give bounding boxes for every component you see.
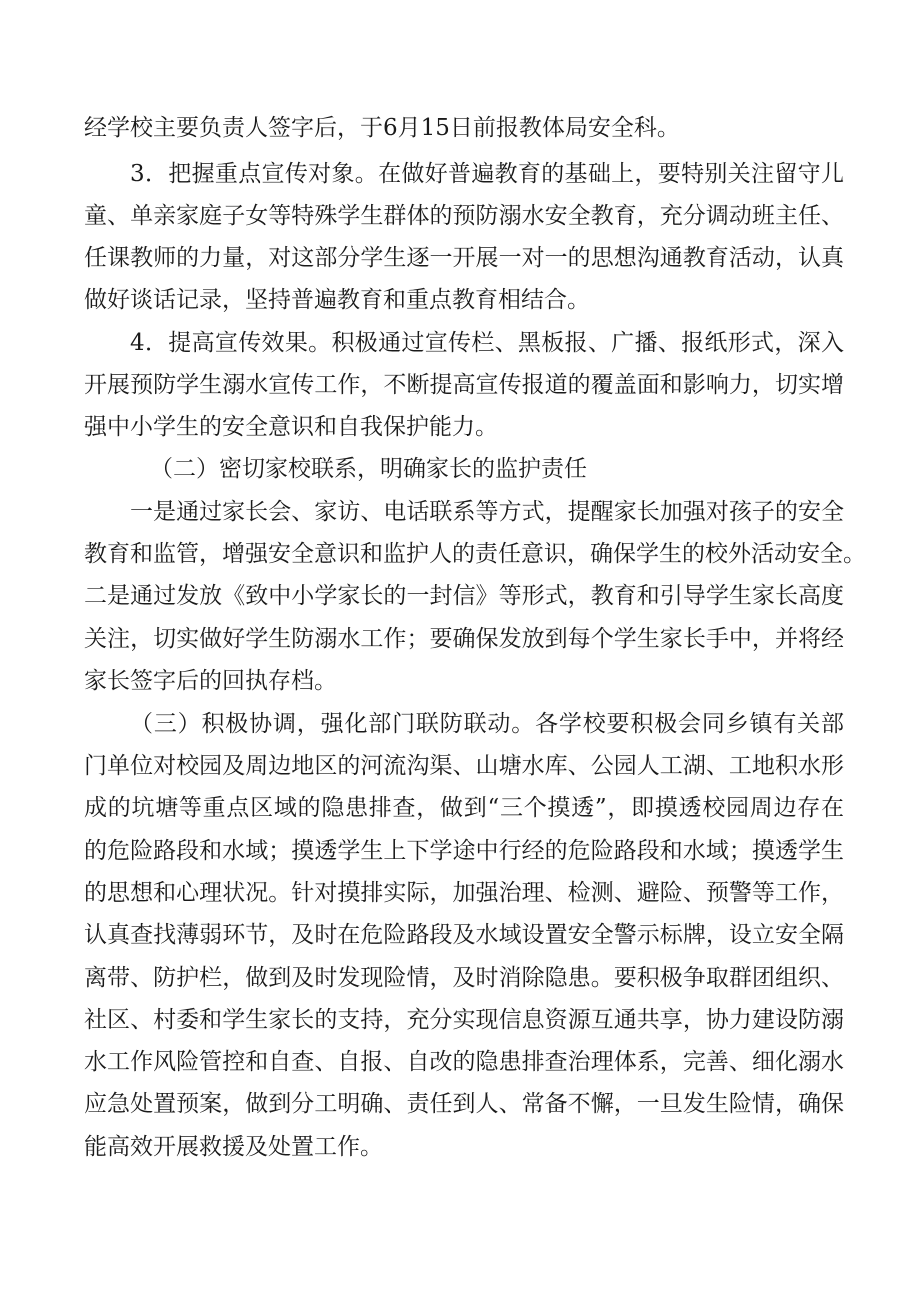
section-heading: （三）积极协调，强化部门联防联动。各学校要积极会同乡镇有关部	[130, 711, 844, 737]
text-line: 任课教师的力量，对这部分学生逐一开展一对一的思想沟通教育活动，认真	[84, 245, 844, 271]
text-line: 经学校主要负责人签字后，于6月15日前报教体局安全科。	[84, 115, 680, 141]
text-line: 的危险路段和水域；摸透学生上下学途中行经的危险路段和水域；摸透学生	[84, 838, 844, 864]
text-line: 4．提高宣传效果。积极通过宣传栏、黑板报、广播、报纸形式，深入	[130, 330, 844, 356]
text-line: 离带、防护栏，做到及时发现险情，及时消除隐患。要积极争取群团组织、	[84, 965, 844, 991]
text-line: 认真查找薄弱环节，及时在危险路段及水域设置安全警示标牌，设立安全隔	[84, 922, 844, 948]
text-line: 3．把握重点宣传对象。在做好普遍教育的基础上，要特别关注留守儿	[130, 161, 844, 187]
text-line: 二是通过发放《致中小学家长的一封信》等形式，教育和引导学生家长高度	[84, 583, 844, 609]
text-line: 家长签字后的回执存档。	[84, 668, 337, 694]
text-line: 应急处置预案，做到分工明确、责任到人、常备不懈，一旦发生险情，确保	[84, 1091, 844, 1117]
text-line: 强中小学生的安全意识和自我保护能力。	[84, 414, 498, 440]
text-line: 门单位对校园及周边地区的河流沟渠、山塘水库、公园人工湖、工地积水形	[84, 753, 844, 779]
text-line: 成的坑塘等重点区域的隐患排查，做到“三个摸透”，即摸透校园周边存在	[84, 795, 844, 821]
text-line: 的思想和心理状况。针对摸排实际，加强治理、检测、避险、预警等工作，	[84, 880, 844, 906]
text-line: 做好谈话记录，坚持普遍教育和重点教育相结合。	[84, 287, 590, 313]
text-line: 一是通过家长会、家访、电话联系等方式，提醒家长加强对孩子的安全	[130, 499, 844, 525]
text-line: 童、单亲家庭子女等特殊学生群体的预防溺水安全教育，充分调动班主任、	[84, 203, 844, 229]
text-line: 能高效开展救援及处置工作。	[84, 1134, 383, 1160]
text-line: 水工作风险管控和自查、自报、自改的隐患排查治理体系，完善、细化溺水	[84, 1049, 844, 1075]
text-line: 开展预防学生溺水宣传工作，不断提高宣传报道的覆盖面和影响力，切实增	[84, 372, 844, 398]
section-heading: （二）密切家校联系，明确家长的监护责任	[150, 456, 587, 482]
text-line: 教育和监管，增强安全意识和监护人的责任意识，确保学生的校外活动安全。	[84, 541, 866, 567]
text-line: 社区、村委和学生家长的支持，充分实现信息资源互通共享，协力建设防溺	[84, 1007, 844, 1033]
text-line: 关注，切实做好学生防溺水工作；要确保发放到每个学生家长手中，并将经	[84, 626, 844, 652]
